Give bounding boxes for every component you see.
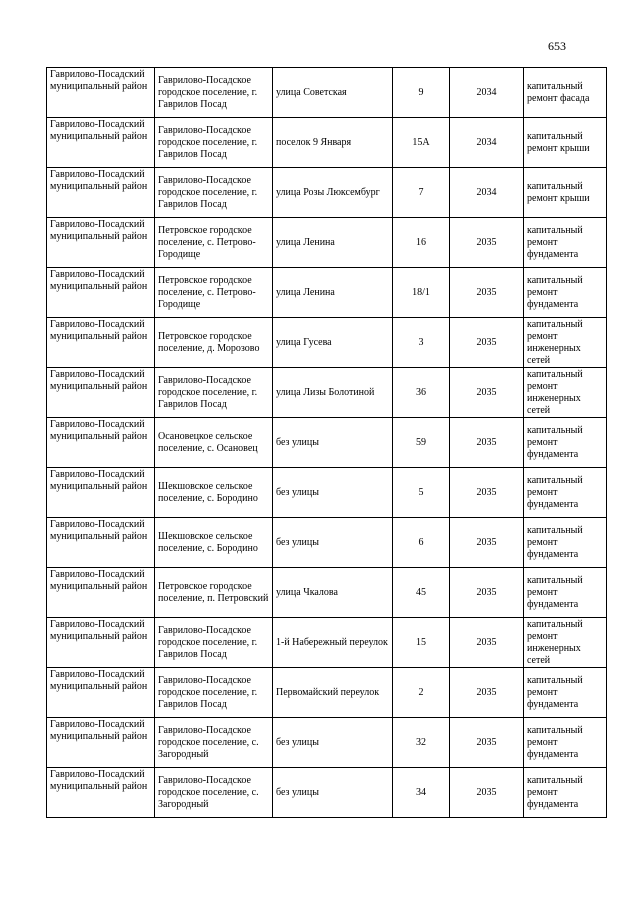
district-cell: Гаврилово-Посадский муниципальный район — [47, 468, 155, 518]
table-row — [47, 718, 607, 768]
street-cell: без улицы — [273, 718, 393, 768]
table-row — [47, 618, 607, 668]
repair-type-cell: капитальный ремонт фасада — [524, 68, 607, 118]
district-cell: Гаврилово-Посадский муниципальный район — [47, 118, 155, 168]
repair-year-cell: 2034 — [450, 168, 524, 218]
repair-type-cell: капитальный ремонт инженерных сетей — [524, 368, 607, 418]
repair-type-cell: капитальный ремонт инженерных сетей — [524, 618, 607, 668]
street-cell: без улицы — [273, 468, 393, 518]
district-cell: Гаврилово-Посадский муниципальный район — [47, 68, 155, 118]
settlement-cell: Осановецкое сельское поселение, с. Осановец — [155, 418, 273, 468]
district-cell: Гаврилово-Посадский муниципальный район — [47, 418, 155, 468]
repair-year-cell: 2035 — [450, 418, 524, 468]
settlement-cell: Петровское городское поселение, п. Петровский — [155, 568, 273, 618]
house-number-cell: 7 — [393, 168, 450, 218]
house-number-cell: 2 — [393, 668, 450, 718]
settlement-cell: Гаврилово-Посадское городское поселение, г. Гаврилов Посад — [155, 168, 273, 218]
settlement-cell: Петровское городское поселение, д. Морозово — [155, 318, 273, 368]
repair-year-cell: 2035 — [450, 618, 524, 668]
repair-year-cell: 2035 — [450, 268, 524, 318]
settlement-cell: Гаврилово-Посадское городское поселение, с. Загородный — [155, 768, 273, 818]
street-cell: 1-й Набережный переулок — [273, 618, 393, 668]
district-cell: Гаврилово-Посадский муниципальный район — [47, 318, 155, 368]
house-number-cell: 15 — [393, 618, 450, 668]
house-number-cell: 45 — [393, 568, 450, 618]
house-number-cell: 34 — [393, 768, 450, 818]
table-row — [47, 68, 607, 118]
repair-type-cell: капитальный ремонт фундамента — [524, 768, 607, 818]
district-cell: Гаврилово-Посадский муниципальный район — [47, 768, 155, 818]
house-number-cell: 16 — [393, 218, 450, 268]
district-cell: Гаврилово-Посадский муниципальный район — [47, 718, 155, 768]
settlement-cell: Гаврилово-Посадское городское поселение, г. Гаврилов Посад — [155, 668, 273, 718]
repair-year-cell: 2034 — [450, 68, 524, 118]
house-number-cell: 3 — [393, 318, 450, 368]
table-row — [47, 168, 607, 218]
street-cell: улица Ленина — [273, 218, 393, 268]
street-cell: улица Гусева — [273, 318, 393, 368]
repair-type-cell: капитальный ремонт фундамента — [524, 718, 607, 768]
district-cell: Гаврилово-Посадский муниципальный район — [47, 218, 155, 268]
house-number-cell: 59 — [393, 418, 450, 468]
street-cell: без улицы — [273, 518, 393, 568]
repair-year-cell: 2035 — [450, 768, 524, 818]
repair-type-cell: капитальный ремонт фундамента — [524, 468, 607, 518]
repair-year-cell: 2035 — [450, 218, 524, 268]
repair-type-cell: капитальный ремонт крыши — [524, 118, 607, 168]
repair-type-cell: капитальный ремонт фундамента — [524, 418, 607, 468]
settlement-cell: Гаврилово-Посадское городское поселение, г. Гаврилов Посад — [155, 618, 273, 668]
table-row — [47, 518, 607, 568]
table-row — [47, 568, 607, 618]
house-number-cell: 5 — [393, 468, 450, 518]
repair-type-cell: капитальный ремонт фундамента — [524, 518, 607, 568]
settlement-cell: Шекшовское сельское поселение, с. Бородино — [155, 468, 273, 518]
district-cell: Гаврилово-Посадский муниципальный район — [47, 518, 155, 568]
district-cell: Гаврилово-Посадский муниципальный район — [47, 368, 155, 418]
housing-repair-table — [46, 67, 607, 818]
repair-year-cell: 2035 — [450, 568, 524, 618]
table-row — [47, 368, 607, 418]
table-row — [47, 418, 607, 468]
table-row — [47, 468, 607, 518]
table-row — [47, 268, 607, 318]
district-cell: Гаврилово-Посадский муниципальный район — [47, 568, 155, 618]
repair-type-cell: капитальный ремонт фундамента — [524, 568, 607, 618]
settlement-cell: Петровское городское поселение, с. Петрово-Городище — [155, 268, 273, 318]
repair-year-cell: 2034 — [450, 118, 524, 168]
table-body — [47, 68, 607, 818]
repair-year-cell: 2035 — [450, 318, 524, 368]
repair-type-cell: капитальный ремонт фундамента — [524, 668, 607, 718]
house-number-cell: 9 — [393, 68, 450, 118]
house-number-cell: 36 — [393, 368, 450, 418]
house-number-cell: 32 — [393, 718, 450, 768]
settlement-cell: Шекшовское сельское поселение, с. Бородино — [155, 518, 273, 568]
house-number-cell: 6 — [393, 518, 450, 568]
district-cell: Гаврилово-Посадский муниципальный район — [47, 168, 155, 218]
settlement-cell: Петровское городское поселение, с. Петрово-Городище — [155, 218, 273, 268]
street-cell: без улицы — [273, 768, 393, 818]
table-row — [47, 218, 607, 268]
district-cell: Гаврилово-Посадский муниципальный район — [47, 268, 155, 318]
street-cell: поселок 9 Января — [273, 118, 393, 168]
settlement-cell: Гаврилово-Посадское городское поселение, г. Гаврилов Посад — [155, 368, 273, 418]
repair-year-cell: 2035 — [450, 518, 524, 568]
street-cell: улица Советская — [273, 68, 393, 118]
house-number-cell: 18/1 — [393, 268, 450, 318]
settlement-cell: Гаврилово-Посадское городское поселение, с. Загородный — [155, 718, 273, 768]
street-cell: улица Ленина — [273, 268, 393, 318]
settlement-cell: Гаврилово-Посадское городское поселение, г. Гаврилов Посад — [155, 68, 273, 118]
street-cell: Первомайский переулок — [273, 668, 393, 718]
repair-year-cell: 2035 — [450, 468, 524, 518]
table-row — [47, 118, 607, 168]
repair-year-cell: 2035 — [450, 718, 524, 768]
street-cell: улица Розы Люксембург — [273, 168, 393, 218]
table-row — [47, 668, 607, 718]
street-cell: улица Лизы Болотиной — [273, 368, 393, 418]
house-number-cell: 15А — [393, 118, 450, 168]
repair-year-cell: 2035 — [450, 668, 524, 718]
table-row — [47, 318, 607, 368]
district-cell: Гаврилово-Посадский муниципальный район — [47, 668, 155, 718]
repair-type-cell: капитальный ремонт фундамента — [524, 218, 607, 268]
district-cell: Гаврилово-Посадский муниципальный район — [47, 618, 155, 668]
repair-type-cell: капитальный ремонт крыши — [524, 168, 607, 218]
repair-type-cell: капитальный ремонт фундамента — [524, 268, 607, 318]
repair-year-cell: 2035 — [450, 368, 524, 418]
street-cell: улица Чкалова — [273, 568, 393, 618]
table-row — [47, 768, 607, 818]
street-cell: без улицы — [273, 418, 393, 468]
settlement-cell: Гаврилово-Посадское городское поселение, г. Гаврилов Посад — [155, 118, 273, 168]
page-number: 653 — [548, 39, 566, 53]
repair-type-cell: капитальный ремонт инженерных сетей — [524, 318, 607, 368]
